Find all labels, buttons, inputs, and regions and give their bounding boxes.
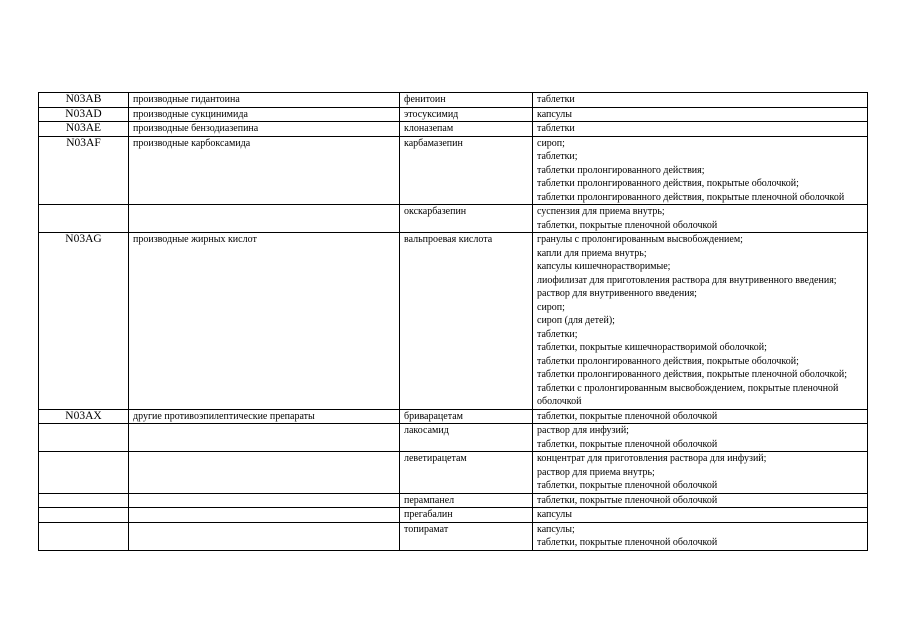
dosage-forms-cell bbox=[533, 136, 868, 205]
dosage-form-line: таблетки пролонгированного действия, покрытые пленочной оболочкой bbox=[537, 191, 845, 203]
dosage-forms-cell bbox=[533, 122, 868, 137]
drug-name-cell: топирамат bbox=[400, 522, 533, 550]
atc-code-cell: N03AG bbox=[39, 233, 129, 410]
dosage-forms-cell bbox=[533, 452, 868, 494]
pharmacological-group-cell: производные карбоксамида bbox=[129, 136, 400, 205]
drug-name-cell: клоназепам bbox=[400, 122, 533, 137]
dosage-form-line: капсулы bbox=[537, 509, 572, 520]
table-row bbox=[39, 205, 868, 233]
table-row bbox=[39, 93, 868, 108]
dosage-form-line: таблетки, покрытые пленочной оболочкой bbox=[537, 494, 718, 506]
dosage-form-line: таблетки, покрытые пленочной оболочкой bbox=[537, 537, 718, 548]
dosage-form-line: таблетки bbox=[537, 123, 575, 134]
table-row bbox=[39, 122, 868, 137]
dosage-forms-cell bbox=[533, 424, 868, 452]
dosage-form-line: таблетки пролонгированного действия, покрытые оболочкой; bbox=[537, 178, 799, 189]
atc-code-cell bbox=[39, 508, 129, 523]
pharmacological-group-cell: производные гидантоина bbox=[129, 93, 400, 108]
dosage-form-line: гранулы с пролонгированным высвобождением; bbox=[537, 234, 743, 245]
table-row bbox=[39, 493, 868, 508]
dosage-form-line: таблетки, покрытые пленочной оболочкой bbox=[537, 480, 718, 491]
drug-name-cell: вальпроевая кислота bbox=[400, 233, 533, 410]
dosage-form-line: сироп (для детей); bbox=[537, 315, 615, 326]
dosage-forms-cell bbox=[533, 107, 868, 122]
table-row bbox=[39, 508, 868, 523]
dosage-forms-cell bbox=[533, 205, 868, 233]
drug-table bbox=[38, 92, 868, 551]
dosage-form-line: лиофилизат для приготовления раствора для внутривенного введения; bbox=[537, 274, 837, 286]
atc-code-cell: N03AB bbox=[39, 93, 129, 108]
atc-code-cell bbox=[39, 522, 129, 550]
drug-name-cell: бриварацетам bbox=[400, 409, 533, 424]
dosage-form-line: сироп; bbox=[537, 301, 565, 313]
pharmacological-group-cell: производные жирных кислот bbox=[129, 233, 400, 410]
drug-name-cell: лакосамид bbox=[400, 424, 533, 452]
drug-name-cell: окскарбазепин bbox=[400, 205, 533, 233]
pharmacological-group-cell bbox=[129, 522, 400, 550]
dosage-form-line: раствор для внутривенного введения; bbox=[537, 288, 697, 299]
dosage-forms-cell bbox=[533, 93, 868, 108]
dosage-form-line: таблетки; bbox=[537, 328, 578, 340]
dosage-form-line: концентрат для приготовления раствора для инфузий; bbox=[537, 453, 767, 464]
dosage-forms-cell bbox=[533, 409, 868, 424]
atc-code-cell bbox=[39, 205, 129, 233]
dosage-form-line: суспензия для приема внутрь; bbox=[537, 206, 665, 217]
pharmacological-group-cell bbox=[129, 205, 400, 233]
dosage-forms-cell bbox=[533, 522, 868, 550]
pharmacological-group-cell: производные бензодиазепина bbox=[129, 122, 400, 137]
drug-name-cell: этосуксимид bbox=[400, 107, 533, 122]
drug-name-cell: прегабалин bbox=[400, 508, 533, 523]
drug-name-cell: перампанел bbox=[400, 493, 533, 508]
dosage-form-line: таблетки с пролонгированным высвобождением, покрытые пленочной оболочкой bbox=[537, 382, 839, 407]
atc-code-cell: N03AX bbox=[39, 409, 129, 424]
atc-code-cell: N03AE bbox=[39, 122, 129, 137]
table-row bbox=[39, 452, 868, 494]
dosage-form-line: таблетки, покрытые кишечнорастворимой оболочкой; bbox=[537, 342, 767, 353]
drug-name-cell: карбамазепин bbox=[400, 136, 533, 205]
dosage-form-line: сироп; bbox=[537, 137, 565, 149]
dosage-form-line: капсулы; bbox=[537, 523, 575, 535]
dosage-form-line: таблетки пролонгированного действия; bbox=[537, 164, 705, 176]
dosage-form-line: капсулы кишечнорастворимые; bbox=[537, 261, 671, 272]
pharmacological-group-cell bbox=[129, 493, 400, 508]
atc-code-cell bbox=[39, 424, 129, 452]
dosage-form-line: таблетки; bbox=[537, 151, 578, 162]
pharmacological-group-cell bbox=[129, 424, 400, 452]
pharmacological-group-cell: другие противоэпилептические препараты bbox=[129, 409, 400, 424]
dosage-form-line: таблетки, покрытые пленочной оболочкой bbox=[537, 438, 718, 450]
table-row bbox=[39, 409, 868, 424]
dosage-form-line: таблетки, покрытые пленочной оболочкой bbox=[537, 410, 718, 422]
table-row bbox=[39, 522, 868, 550]
drug-table-body bbox=[39, 93, 868, 551]
dosage-form-line: таблетки пролонгированного действия, покрытые оболочкой; bbox=[537, 355, 799, 367]
dosage-form-line: таблетки пролонгированного действия, покрытые пленочной оболочкой; bbox=[537, 369, 847, 380]
dosage-form-line: таблетки bbox=[537, 94, 575, 105]
table-row bbox=[39, 424, 868, 452]
pharmacological-group-cell bbox=[129, 508, 400, 523]
dosage-form-line: капсулы bbox=[537, 108, 572, 120]
atc-code-cell: N03AF bbox=[39, 136, 129, 205]
dosage-form-line: таблетки, покрытые пленочной оболочкой bbox=[537, 219, 718, 231]
atc-code-cell bbox=[39, 452, 129, 494]
table-row bbox=[39, 107, 868, 122]
drug-name-cell: леветирацетам bbox=[400, 452, 533, 494]
pharmacological-group-cell bbox=[129, 452, 400, 494]
dosage-form-line: капли для приема внутрь; bbox=[537, 247, 647, 259]
atc-code-cell: N03AD bbox=[39, 107, 129, 122]
drug-name-cell: фенитоин bbox=[400, 93, 533, 108]
dosage-forms-cell bbox=[533, 493, 868, 508]
pharmacological-group-cell: производные сукцинимида bbox=[129, 107, 400, 122]
dosage-form-line: раствор для инфузий; bbox=[537, 425, 629, 436]
dosage-form-line: раствор для приема внутрь; bbox=[537, 466, 655, 478]
atc-code-cell bbox=[39, 493, 129, 508]
dosage-forms-cell bbox=[533, 508, 868, 523]
table-row bbox=[39, 233, 868, 410]
dosage-forms-cell bbox=[533, 233, 868, 410]
table-row bbox=[39, 136, 868, 205]
